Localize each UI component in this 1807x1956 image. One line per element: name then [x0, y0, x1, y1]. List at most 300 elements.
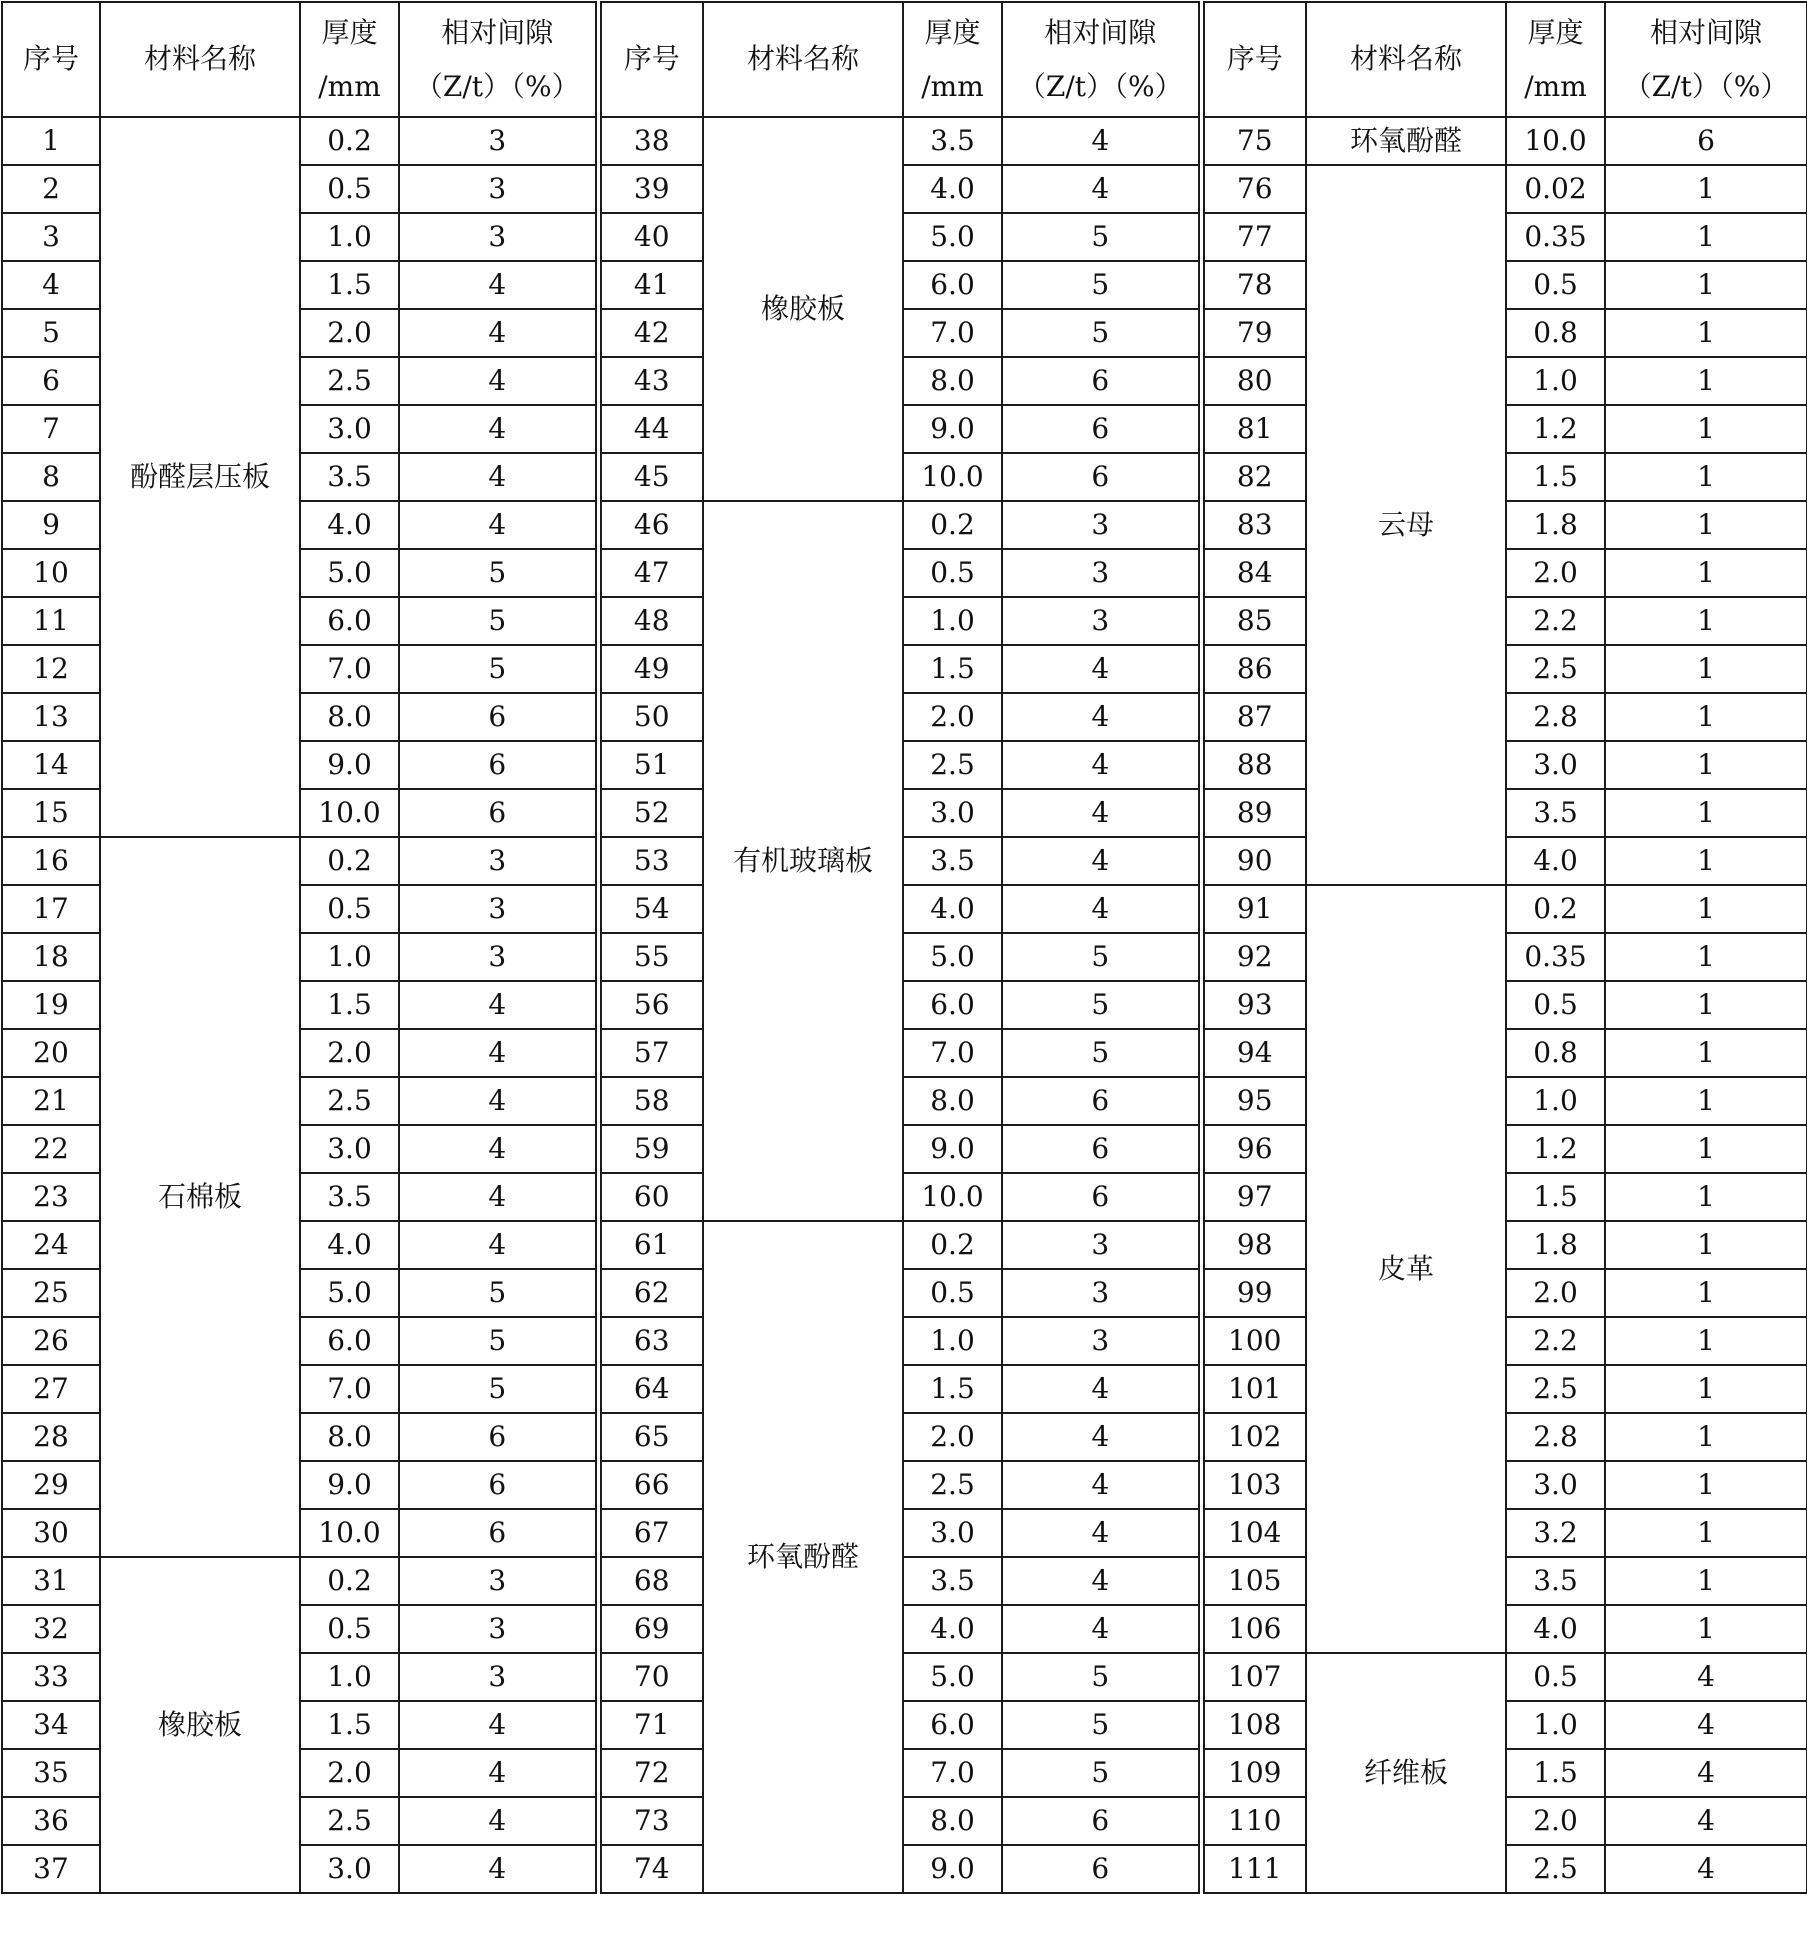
cell-index: 109 [1201, 1749, 1306, 1797]
cell-gap: 4 [399, 261, 598, 309]
cell-index: 5 [2, 309, 100, 357]
header-material: 材料名称 [703, 2, 903, 117]
cell-thickness: 4.0 [903, 1605, 1002, 1653]
cell-gap: 4 [1002, 117, 1201, 165]
cell-index: 92 [1201, 933, 1306, 981]
cell-thickness: 8.0 [300, 1413, 399, 1461]
cell-index: 104 [1201, 1509, 1306, 1557]
cell-index: 38 [598, 117, 703, 165]
cell-index: 66 [598, 1461, 703, 1509]
header-thickness-unit: /mm [318, 69, 381, 103]
cell-index: 69 [598, 1605, 703, 1653]
cell-thickness: 7.0 [300, 1365, 399, 1413]
header-material: 材料名称 [100, 2, 300, 117]
cell-gap: 4 [1605, 1749, 1807, 1797]
cell-gap: 5 [1002, 981, 1201, 1029]
cell-gap: 4 [1002, 789, 1201, 837]
cell-index: 18 [2, 933, 100, 981]
cell-index: 43 [598, 357, 703, 405]
table-body [2, 2, 1807, 1893]
cell-gap: 5 [399, 1317, 598, 1365]
header-thickness [903, 2, 1002, 117]
header-thickness [300, 2, 399, 117]
cell-thickness: 2.5 [1506, 1845, 1605, 1893]
cell-index: 52 [598, 789, 703, 837]
cell-gap: 3 [399, 885, 598, 933]
cell-index: 9 [2, 501, 100, 549]
cell-index: 45 [598, 453, 703, 501]
cell-thickness: 5.0 [300, 549, 399, 597]
cell-index: 27 [2, 1365, 100, 1413]
cell-thickness: 3.0 [300, 405, 399, 453]
cell-index: 41 [598, 261, 703, 309]
cell-index: 3 [2, 213, 100, 261]
cell-gap: 1 [1605, 1029, 1807, 1077]
cell-thickness: 1.5 [903, 1365, 1002, 1413]
cell-gap: 4 [1605, 1701, 1807, 1749]
cell-gap: 1 [1605, 1365, 1807, 1413]
cell-index: 15 [2, 789, 100, 837]
header-thickness-label: 厚度 [1527, 15, 1584, 49]
cell-gap: 1 [1605, 1557, 1807, 1605]
cell-gap: 6 [399, 1461, 598, 1509]
cell-gap: 5 [399, 645, 598, 693]
cell-gap: 5 [1002, 1653, 1201, 1701]
cell-gap: 1 [1605, 933, 1807, 981]
cell-thickness: 2.0 [1506, 1797, 1605, 1845]
cell-gap: 1 [1605, 837, 1807, 885]
cell-index: 26 [2, 1317, 100, 1365]
cell-gap: 1 [1605, 405, 1807, 453]
cell-thickness: 0.35 [1506, 933, 1605, 981]
cell-gap: 5 [1002, 1029, 1201, 1077]
cell-gap: 4 [399, 357, 598, 405]
cell-gap: 1 [1605, 1269, 1807, 1317]
cell-gap: 3 [399, 1557, 598, 1605]
cell-gap: 3 [1002, 597, 1201, 645]
cell-index: 70 [598, 1653, 703, 1701]
cell-index: 24 [2, 1221, 100, 1269]
cell-gap: 5 [1002, 1701, 1201, 1749]
cell-index: 56 [598, 981, 703, 1029]
cell-thickness: 1.0 [300, 933, 399, 981]
cell-thickness: 4.0 [1506, 1605, 1605, 1653]
cell-index: 91 [1201, 885, 1306, 933]
cell-gap: 1 [1605, 741, 1807, 789]
cell-thickness: 9.0 [903, 405, 1002, 453]
cell-index: 89 [1201, 789, 1306, 837]
cell-gap: 1 [1605, 1605, 1807, 1653]
cell-index: 95 [1201, 1077, 1306, 1125]
cell-index: 29 [2, 1461, 100, 1509]
cell-gap: 1 [1605, 885, 1807, 933]
cell-thickness: 7.0 [300, 645, 399, 693]
cell-index: 101 [1201, 1365, 1306, 1413]
cell-gap: 6 [1002, 1125, 1201, 1173]
cell-index: 16 [2, 837, 100, 885]
cell-thickness: 4.0 [300, 501, 399, 549]
table-row [2, 1557, 1807, 1605]
cell-thickness: 2.5 [1506, 1365, 1605, 1413]
header-gap-unit: （Z/t）（%） [1017, 69, 1183, 103]
header-thickness [1506, 2, 1605, 117]
cell-thickness: 1.8 [1506, 501, 1605, 549]
cell-gap: 3 [399, 213, 598, 261]
cell-thickness: 8.0 [300, 693, 399, 741]
cell-thickness: 2.5 [300, 357, 399, 405]
cell-gap: 5 [399, 597, 598, 645]
cell-gap: 5 [399, 549, 598, 597]
cell-index: 54 [598, 885, 703, 933]
cell-thickness: 0.2 [300, 837, 399, 885]
cell-thickness: 2.0 [300, 1749, 399, 1797]
cell-gap: 4 [399, 501, 598, 549]
cell-thickness: 0.2 [300, 1557, 399, 1605]
cell-gap: 6 [399, 1413, 598, 1461]
cell-material: 酚醛层压板 [100, 117, 300, 837]
cell-index: 83 [1201, 501, 1306, 549]
cell-index: 39 [598, 165, 703, 213]
cell-gap: 4 [1002, 1605, 1201, 1653]
cell-gap: 4 [399, 1125, 598, 1173]
cell-gap: 4 [1002, 693, 1201, 741]
cell-index: 85 [1201, 597, 1306, 645]
cell-index: 96 [1201, 1125, 1306, 1173]
cell-index: 51 [598, 741, 703, 789]
cell-gap: 4 [1002, 1413, 1201, 1461]
cell-thickness: 1.0 [300, 213, 399, 261]
cell-gap: 3 [399, 165, 598, 213]
cell-thickness: 5.0 [903, 1653, 1002, 1701]
cell-index: 30 [2, 1509, 100, 1557]
cell-gap: 3 [399, 933, 598, 981]
cell-thickness: 0.8 [1506, 309, 1605, 357]
cell-index: 17 [2, 885, 100, 933]
cell-index: 11 [2, 597, 100, 645]
cell-gap: 4 [1605, 1845, 1807, 1893]
cell-index: 98 [1201, 1221, 1306, 1269]
cell-thickness: 0.2 [1506, 885, 1605, 933]
header-thickness-unit: /mm [921, 69, 984, 103]
cell-gap: 3 [1002, 501, 1201, 549]
cell-gap: 1 [1605, 261, 1807, 309]
cell-thickness: 2.0 [903, 693, 1002, 741]
cell-index: 88 [1201, 741, 1306, 789]
cell-gap: 3 [1002, 1269, 1201, 1317]
cell-index: 49 [598, 645, 703, 693]
cell-gap: 4 [1002, 741, 1201, 789]
cell-index: 20 [2, 1029, 100, 1077]
cell-index: 75 [1201, 117, 1306, 165]
cell-gap: 4 [1605, 1653, 1807, 1701]
cell-thickness: 2.5 [903, 741, 1002, 789]
cell-gap: 3 [1002, 1221, 1201, 1269]
cell-thickness: 2.5 [300, 1077, 399, 1125]
cell-thickness: 2.0 [1506, 549, 1605, 597]
cell-index: 102 [1201, 1413, 1306, 1461]
cell-index: 108 [1201, 1701, 1306, 1749]
cell-index: 65 [598, 1413, 703, 1461]
cell-thickness: 3.0 [903, 1509, 1002, 1557]
header-gap-unit: （Z/t）（%） [414, 69, 580, 103]
cell-index: 64 [598, 1365, 703, 1413]
cell-gap: 6 [1002, 357, 1201, 405]
cell-index: 106 [1201, 1605, 1306, 1653]
cell-gap: 1 [1605, 693, 1807, 741]
cell-thickness: 0.2 [903, 501, 1002, 549]
cell-index: 14 [2, 741, 100, 789]
cell-thickness: 2.0 [300, 309, 399, 357]
cell-material: 云母 [1306, 165, 1506, 885]
cell-index: 25 [2, 1269, 100, 1317]
cell-gap: 1 [1605, 453, 1807, 501]
cell-thickness: 3.2 [1506, 1509, 1605, 1557]
header-gap-unit: （Z/t）（%） [1623, 69, 1789, 103]
cell-gap: 6 [1605, 117, 1807, 165]
cell-thickness: 0.5 [300, 885, 399, 933]
cell-gap: 1 [1605, 981, 1807, 1029]
cell-gap: 1 [1605, 645, 1807, 693]
cell-gap: 1 [1605, 1173, 1807, 1221]
cell-gap: 1 [1605, 549, 1807, 597]
cell-index: 99 [1201, 1269, 1306, 1317]
cell-gap: 3 [399, 1653, 598, 1701]
cell-gap: 4 [399, 1701, 598, 1749]
cell-index: 100 [1201, 1317, 1306, 1365]
cell-gap: 4 [399, 1749, 598, 1797]
cell-index: 97 [1201, 1173, 1306, 1221]
cell-index: 13 [2, 693, 100, 741]
cell-thickness: 2.8 [1506, 1413, 1605, 1461]
cell-index: 74 [598, 1845, 703, 1893]
cell-thickness: 9.0 [300, 1461, 399, 1509]
cell-index: 23 [2, 1173, 100, 1221]
cell-index: 4 [2, 261, 100, 309]
cell-thickness: 6.0 [300, 1317, 399, 1365]
cell-thickness: 0.5 [903, 1269, 1002, 1317]
cell-gap: 4 [1002, 645, 1201, 693]
cell-gap: 4 [1605, 1797, 1807, 1845]
header-thickness-label: 厚度 [924, 15, 981, 49]
cell-gap: 1 [1605, 213, 1807, 261]
cell-thickness: 7.0 [903, 1029, 1002, 1077]
cell-thickness: 3.5 [903, 1557, 1002, 1605]
header-thickness-unit: /mm [1524, 69, 1587, 103]
cell-gap: 1 [1605, 1509, 1807, 1557]
cell-index: 35 [2, 1749, 100, 1797]
cell-index: 71 [598, 1701, 703, 1749]
cell-thickness: 3.0 [1506, 741, 1605, 789]
cell-index: 33 [2, 1653, 100, 1701]
cell-thickness: 2.8 [1506, 693, 1605, 741]
cell-index: 10 [2, 549, 100, 597]
cell-thickness: 7.0 [903, 1749, 1002, 1797]
cell-index: 59 [598, 1125, 703, 1173]
cell-gap: 6 [1002, 1173, 1201, 1221]
cell-thickness: 2.5 [903, 1461, 1002, 1509]
cell-thickness: 3.5 [300, 453, 399, 501]
cell-index: 111 [1201, 1845, 1306, 1893]
cell-gap: 1 [1605, 1461, 1807, 1509]
cell-gap: 5 [399, 1269, 598, 1317]
cell-thickness: 3.5 [1506, 1557, 1605, 1605]
cell-index: 50 [598, 693, 703, 741]
cell-index: 62 [598, 1269, 703, 1317]
cell-index: 6 [2, 357, 100, 405]
cell-index: 32 [2, 1605, 100, 1653]
cell-thickness: 10.0 [903, 453, 1002, 501]
cell-thickness: 1.2 [1506, 1125, 1605, 1173]
cell-thickness: 1.0 [1506, 1077, 1605, 1125]
cell-material: 环氧酚醛 [1306, 117, 1506, 165]
header-gap [1605, 2, 1807, 117]
cell-thickness: 6.0 [903, 261, 1002, 309]
cell-index: 48 [598, 597, 703, 645]
cell-index: 36 [2, 1797, 100, 1845]
cell-thickness: 1.5 [903, 645, 1002, 693]
cell-thickness: 6.0 [903, 981, 1002, 1029]
cell-thickness: 4.0 [903, 885, 1002, 933]
cell-index: 40 [598, 213, 703, 261]
cell-index: 28 [2, 1413, 100, 1461]
header-gap [1002, 2, 1201, 117]
cell-gap: 4 [1002, 1365, 1201, 1413]
cell-gap: 3 [399, 1605, 598, 1653]
cell-thickness: 1.0 [1506, 357, 1605, 405]
cell-index: 63 [598, 1317, 703, 1365]
cell-thickness: 5.0 [300, 1269, 399, 1317]
cell-index: 107 [1201, 1653, 1306, 1701]
cell-thickness: 1.5 [1506, 1173, 1605, 1221]
cell-thickness: 3.5 [903, 117, 1002, 165]
cell-index: 86 [1201, 645, 1306, 693]
cell-index: 94 [1201, 1029, 1306, 1077]
cell-thickness: 1.0 [1506, 1701, 1605, 1749]
cell-gap: 3 [399, 837, 598, 885]
cell-thickness: 2.2 [1506, 597, 1605, 645]
cell-thickness: 5.0 [903, 213, 1002, 261]
cell-gap: 4 [1002, 1509, 1201, 1557]
cell-index: 8 [2, 453, 100, 501]
cell-gap: 6 [1002, 1077, 1201, 1125]
cell-gap: 4 [399, 309, 598, 357]
cell-thickness: 1.0 [300, 1653, 399, 1701]
cell-thickness: 1.0 [903, 597, 1002, 645]
cell-thickness: 0.02 [1506, 165, 1605, 213]
cell-gap: 4 [1002, 1557, 1201, 1605]
cell-thickness: 3.5 [1506, 789, 1605, 837]
cell-gap: 3 [1002, 1317, 1201, 1365]
cell-thickness: 3.0 [300, 1845, 399, 1893]
cell-gap: 4 [1002, 837, 1201, 885]
cell-index: 61 [598, 1221, 703, 1269]
cell-thickness: 2.0 [300, 1029, 399, 1077]
cell-index: 12 [2, 645, 100, 693]
cell-thickness: 1.5 [300, 981, 399, 1029]
cell-gap: 3 [399, 117, 598, 165]
cell-gap: 1 [1605, 1125, 1807, 1173]
cell-gap: 5 [1002, 309, 1201, 357]
header-material: 材料名称 [1306, 2, 1506, 117]
cell-gap: 4 [1002, 885, 1201, 933]
cell-index: 67 [598, 1509, 703, 1557]
cell-gap: 1 [1605, 789, 1807, 837]
cell-gap: 6 [399, 693, 598, 741]
cell-gap: 1 [1605, 501, 1807, 549]
cell-thickness: 4.0 [903, 165, 1002, 213]
cell-gap: 4 [399, 1077, 598, 1125]
header-row [2, 2, 1807, 117]
cell-thickness: 2.5 [300, 1797, 399, 1845]
cell-index: 2 [2, 165, 100, 213]
cell-index: 82 [1201, 453, 1306, 501]
cell-gap: 4 [399, 1173, 598, 1221]
cell-material: 橡胶板 [100, 1557, 300, 1893]
cell-gap: 4 [1002, 165, 1201, 213]
cell-index: 93 [1201, 981, 1306, 1029]
cell-index: 79 [1201, 309, 1306, 357]
header-index: 序号 [598, 2, 703, 117]
cell-thickness: 9.0 [300, 741, 399, 789]
cell-material: 橡胶板 [703, 117, 903, 501]
cell-index: 1 [2, 117, 100, 165]
cell-thickness: 8.0 [903, 1077, 1002, 1125]
cell-gap: 5 [1002, 933, 1201, 981]
cell-thickness: 1.2 [1506, 405, 1605, 453]
cell-thickness: 0.2 [903, 1221, 1002, 1269]
cell-index: 53 [598, 837, 703, 885]
cell-gap: 1 [1605, 597, 1807, 645]
cell-gap: 4 [399, 1845, 598, 1893]
cell-gap: 4 [399, 453, 598, 501]
cell-gap: 6 [1002, 453, 1201, 501]
cell-gap: 6 [399, 741, 598, 789]
gap-table [1, 1, 1807, 1894]
cell-gap: 1 [1605, 357, 1807, 405]
cell-thickness: 0.5 [1506, 261, 1605, 309]
cell-thickness: 9.0 [903, 1845, 1002, 1893]
cell-index: 103 [1201, 1461, 1306, 1509]
cell-index: 77 [1201, 213, 1306, 261]
cell-thickness: 0.5 [1506, 981, 1605, 1029]
cell-index: 105 [1201, 1557, 1306, 1605]
header-index: 序号 [2, 2, 100, 117]
cell-index: 47 [598, 549, 703, 597]
cell-index: 110 [1201, 1797, 1306, 1845]
cell-gap: 6 [1002, 1797, 1201, 1845]
cell-index: 84 [1201, 549, 1306, 597]
cell-thickness: 2.0 [903, 1413, 1002, 1461]
cell-thickness: 3.0 [300, 1125, 399, 1173]
cell-index: 22 [2, 1125, 100, 1173]
cell-thickness: 1.8 [1506, 1221, 1605, 1269]
header-gap [399, 2, 598, 117]
header-gap-label: 相对间隙 [441, 15, 554, 49]
cell-thickness: 6.0 [300, 597, 399, 645]
cell-index: 19 [2, 981, 100, 1029]
cell-thickness: 1.5 [300, 261, 399, 309]
cell-thickness: 2.5 [1506, 645, 1605, 693]
header-index: 序号 [1201, 2, 1306, 117]
cell-thickness: 3.5 [903, 837, 1002, 885]
cell-thickness: 1.5 [300, 1701, 399, 1749]
cell-gap: 6 [399, 1509, 598, 1557]
cell-thickness: 0.5 [903, 549, 1002, 597]
cell-gap: 4 [399, 1797, 598, 1845]
cell-gap: 5 [1002, 1749, 1201, 1797]
cell-index: 42 [598, 309, 703, 357]
cell-index: 87 [1201, 693, 1306, 741]
